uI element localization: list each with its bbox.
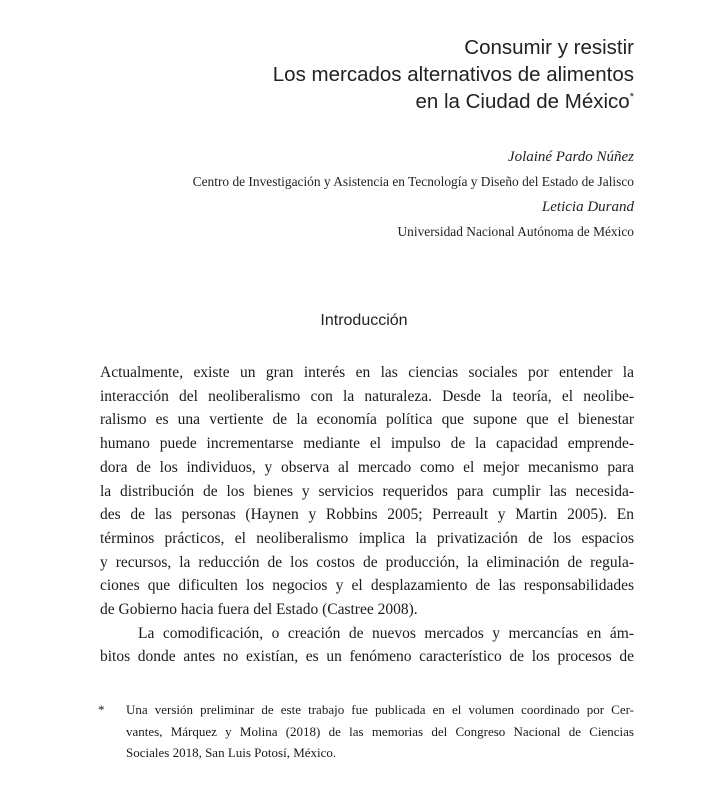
body-line: interacción del neoliberalismo con la naturaleza. Desde la teoría, el neolibe- <box>100 387 634 405</box>
title-line-3-text: en la Ciudad de México <box>415 90 630 113</box>
body-line: ciones que dificulten los negocios y el desplazamiento de las responsabilidades <box>100 577 634 595</box>
title-line-1: Consumir y resistir <box>464 36 634 59</box>
body-paragraphs <box>100 361 634 669</box>
title-footnote-mark: * <box>629 91 634 104</box>
body-line: bitos donde antes no existían, es un fenómeno característico de los procesos de <box>100 648 634 666</box>
body-line: dora de los individuos, y observa al mercado como el mejor mecanismo para <box>100 458 634 476</box>
body-line: humano puede incrementarse mediante el impulso de la capacidad emprende- <box>100 435 634 453</box>
author-1-affiliation: Centro de Investigación y Asistencia en Tecnología y Diseño del Estado de Jalisco <box>192 174 634 189</box>
title-line-3 <box>273 88 634 115</box>
body-line: y recursos, la reducción de los costos de producción, la eliminación de regula- <box>100 553 634 571</box>
body-line: La comodificación, o creación de nuevos mercados y mercancías en ám- <box>138 624 634 642</box>
footnote-line: Sociales 2018, San Luis Potosí, México. <box>126 745 337 760</box>
section-heading: Introducción <box>320 312 408 329</box>
body-line: la distribución de los bienes y servicios requeridos para cumplir las necesida- <box>100 482 634 500</box>
body-line: de Gobierno hacia fuera del Estado (Castree 2008). <box>100 601 418 619</box>
body-line: términos prácticos, el neoliberalismo implica la privatización de los espacios <box>100 529 634 547</box>
footnote-line: Una versión preliminar de este trabajo fue publicada en el volumen coordinado por Cer- <box>126 702 634 717</box>
author-2-name: Leticia Durand <box>541 199 634 215</box>
body-line: des de las personas (Haynen y Robbins 2005; Perreault y Martin 2005). En <box>100 506 634 524</box>
body-line: Actualmente, existe un gran interés en las ciencias sociales por entender la <box>100 364 634 381</box>
footnote <box>98 699 634 764</box>
footnote-mark: * <box>98 702 105 717</box>
footnote-line: vantes, Márquez y Molina (2018) de las memorias del Congreso Nacional de Ciencias <box>126 723 634 739</box>
article-title <box>273 34 634 115</box>
footnote-text <box>126 699 634 764</box>
title-line-2: Los mercados alternativos de alimentos <box>272 63 634 86</box>
author-2-affiliation: Universidad Nacional Autónoma de México <box>397 224 634 239</box>
body-line: ralismo es una vertiente de la economía política que supone que el bienestar <box>100 411 634 429</box>
author-1-name: Jolainé Pardo Núñez <box>507 149 634 165</box>
author-block <box>193 144 634 244</box>
